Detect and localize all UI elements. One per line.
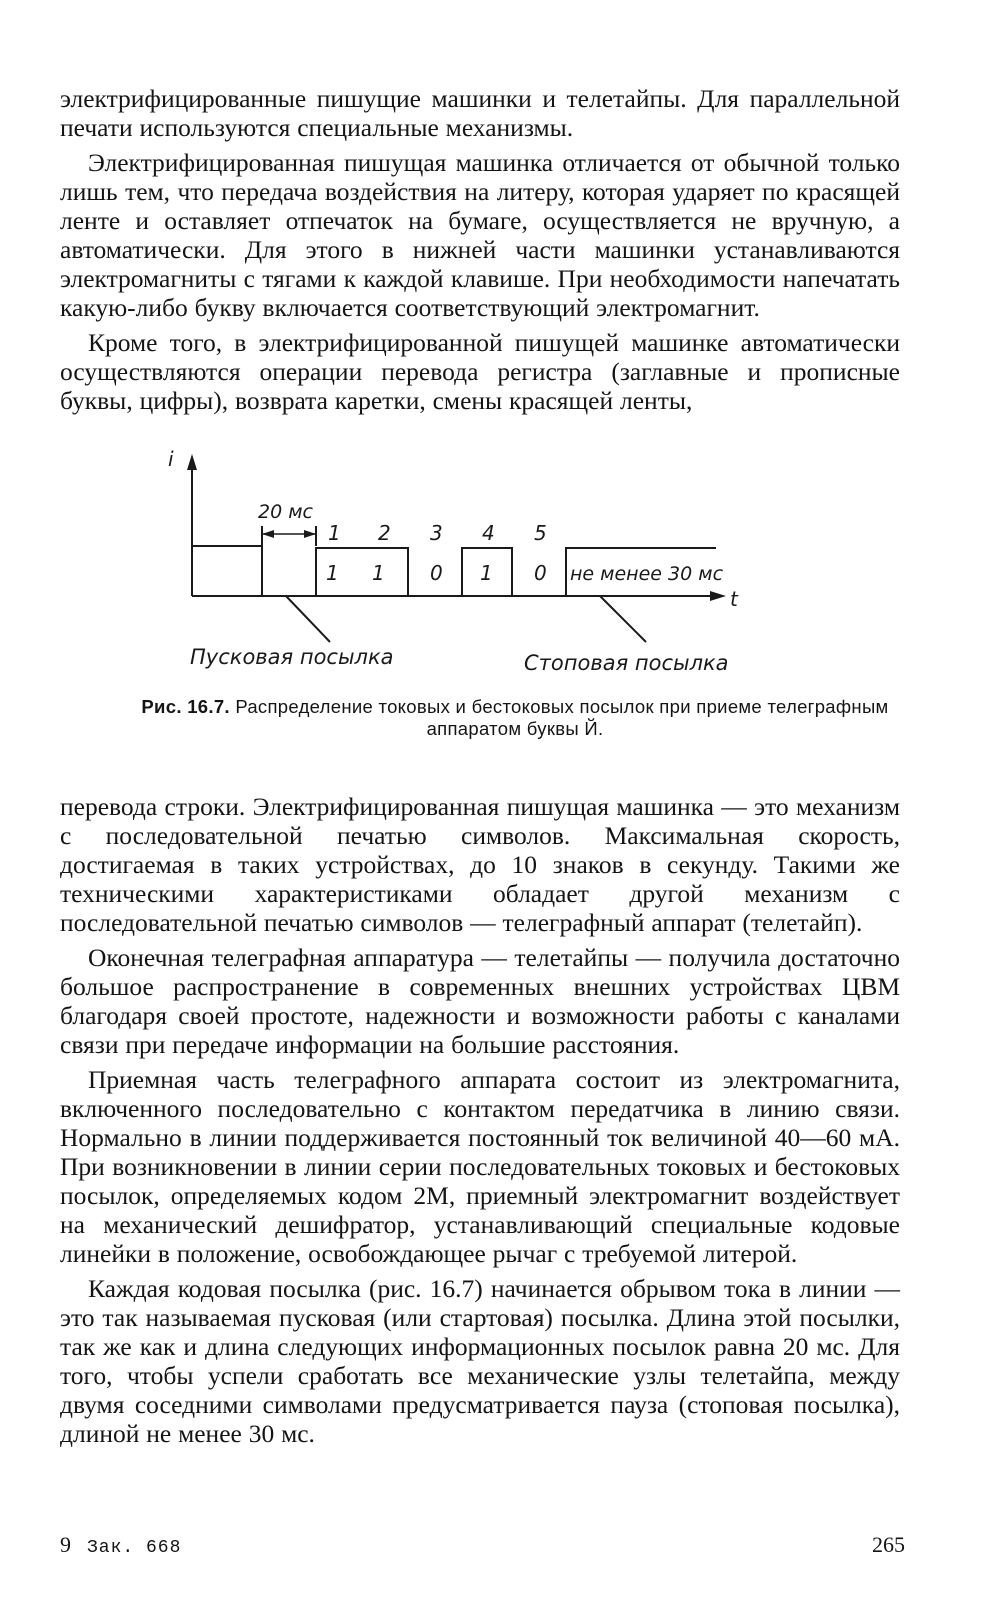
bottom-text-block [60,792,900,1448]
paragraph-continuation: электрифицированные пишущие машинки и телетайпы. Для параллельной печати используются специальные механизмы. [60,84,900,142]
stop-pulse-label: Стоповая посылка [524,651,729,675]
start-leader-line [286,596,330,642]
bit-value: 0 [430,561,443,585]
bit-value: 0 [534,561,547,585]
page-number: 265 [872,1532,905,1557]
paragraph-teletype-equipment: Оконечная телеграфная аппаратура — телетайпы — получила достаточно большое распространение в современных внешних устройствах ЦВМ благодаря своей простоте, надежности и возможности работы с каналами связи при передаче информации на большие расстояния. [60,943,900,1059]
stop-leader-line [600,596,646,642]
bit-value: 1 [480,561,493,585]
paragraph-electric-typewriter: Электрифицированная пишущая машинка отличается от обычной только лишь тем, что передача воздействия на литеру, которая ударяет по красящей ленте и оставляет отпечаток на бумаге, осуществляется не вручную, а автоматически. Для этого в нижней части машинки устанавливаются электромагниты с тягами к каждой клавише. При необходимости напечатать какую-либо букву включается соответствующий электромагнит. [60,148,900,322]
position-number: 3 [430,521,443,545]
axis-x-label: t [730,587,738,611]
printer-signature [60,1532,181,1558]
stop-duration-label: не менее 30 мс [570,563,724,585]
duration-label: 20 мс [258,501,313,523]
paragraph-automatic-operations: Кроме того, в электрифицированной пишущей машинке автоматически осуществляются операции перевода регистра (заглавные и прописные буквы, цифры), возврата каретки, смены красящей ленты, [60,328,900,415]
figure-16-7 [150,446,810,686]
previous-stop-level [192,546,262,596]
axis-y-label: i [168,447,174,471]
bit-value: 1 [326,561,339,585]
position-number: 5 [534,521,547,545]
position-number: 2 [378,521,391,545]
pulse-diagram [150,446,810,686]
paragraph-receiver: Приемная часть телеграфного аппарата состоит из электромагнита, включенного последовательно с контактом передатчика в линию связи. Нормально в линии поддерживается постоянный ток величиной 40—60 мА. При возникновении в линии серии последовательных токовых и бестоковых посылок, определяемых кодом 2М, приемный электромагнит воздействует на механический дешифратор, устанавливающий специальные кодовые линейки в положение, освобождающее рычаг с требуемой литерой. [60,1065,900,1268]
top-text-block [60,84,900,415]
page-footer [60,1532,905,1562]
start-pulse-label: Пусковая посылка [190,645,394,669]
figure-caption [130,696,900,740]
paragraph-code-pulse: Каждая кодовая посылка (рис. 16.7) начинается обрывом тока в линии — это так называемая пусковая (или стартовая) посылка. Длина этой посылки, так же как и длина следующих информационных посылок равна 20 мс. Для того, чтобы успели сработать все механические узлы телетайпа, между двумя соседними символами предусматривается пауза (стоповая посылка), длиной не менее 30 мс. [60,1274,900,1448]
bit-value: 1 [372,561,385,585]
position-number: 4 [482,521,495,545]
time-axis-arrow [710,591,726,601]
figure-caption-text: Распределение токовых и бестоковых посылок при приеме телеграфным аппаратом буквы Й. [235,696,889,739]
order-number: Зак. 668 [87,1538,182,1558]
paragraph-line-feed: перевода строки. Электрифицированная пишущая машинка — это механизм с последовательной печатью символов. Максимальная скорость, достигаемая в таких устройствах, до 10 знаков в секунду. Такими же техническими характеристиками обладает другой механизм с последовательной печатью символов — телеграфный аппарат (телетайп). [60,792,900,937]
figure-caption-label: Рис. 16.7. [141,696,230,717]
position-number: 1 [328,521,341,545]
current-axis-arrow [187,454,197,470]
signature-number: 9 [60,1532,71,1557]
